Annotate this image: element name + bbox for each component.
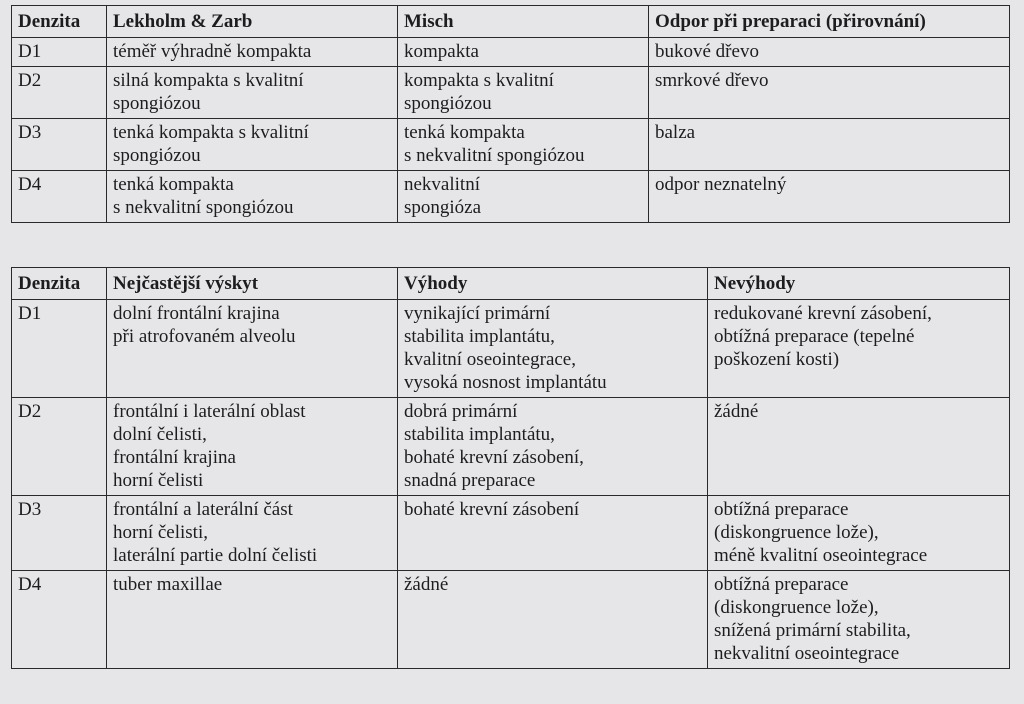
cell-line: s nekvalitní spongiózou bbox=[404, 145, 585, 166]
table-cell bbox=[649, 67, 1010, 119]
header-cell: Nejčastější výskyt bbox=[107, 268, 398, 300]
cell-line: dobrá primární bbox=[404, 401, 518, 422]
cell-line: stabilita implantátu, bbox=[404, 326, 555, 347]
table-cell bbox=[398, 300, 708, 398]
header-cell: Výhody bbox=[398, 268, 708, 300]
table-row bbox=[12, 398, 1010, 496]
cell-line: nekvalitní oseointegrace bbox=[714, 643, 900, 664]
cell-line: při atrofovaném alveolu bbox=[113, 326, 296, 347]
cell-line: horní čelisti, bbox=[113, 522, 208, 543]
cell-line: (diskongruence lože), bbox=[714, 597, 879, 618]
cell-line: laterální partie dolní čelisti bbox=[113, 545, 318, 566]
cell-line: D1 bbox=[18, 303, 42, 324]
cell-line: spongiózou bbox=[113, 145, 201, 166]
table-cell bbox=[708, 398, 1010, 496]
table-cell bbox=[12, 496, 107, 571]
table-cell bbox=[12, 67, 107, 119]
table-cell bbox=[398, 171, 649, 223]
cell-line: tuber maxillae bbox=[113, 574, 223, 595]
cell-line: silná kompakta s kvalitní bbox=[113, 70, 304, 91]
table-cell bbox=[107, 38, 398, 67]
cell-line: D3 bbox=[18, 499, 42, 520]
header-cell: Nevýhody bbox=[708, 268, 1010, 300]
cell-line: snadná preparace bbox=[404, 470, 536, 491]
table-row bbox=[12, 300, 1010, 398]
cell-line: obtížná preparace (tepelné bbox=[714, 326, 915, 347]
table-cell bbox=[12, 300, 107, 398]
cell-line: kompakta bbox=[404, 41, 479, 62]
table-body bbox=[12, 38, 1010, 223]
table-row bbox=[12, 38, 1010, 67]
cell-line: D3 bbox=[18, 122, 42, 143]
cell-line: tenká kompakta bbox=[113, 174, 234, 195]
table-row bbox=[12, 67, 1010, 119]
cell-line: horní čelisti bbox=[113, 470, 204, 491]
cell-line: obtížná preparace bbox=[714, 574, 849, 595]
cell-line: vynikající primární bbox=[404, 303, 551, 324]
table-cell bbox=[107, 119, 398, 171]
cell-line: vysoká nosnost implantátu bbox=[404, 372, 607, 393]
table-cell bbox=[398, 398, 708, 496]
header-cell: Denzita bbox=[12, 268, 107, 300]
header-row bbox=[12, 6, 1010, 38]
cell-line: spongióza bbox=[404, 197, 482, 218]
table-cell bbox=[708, 496, 1010, 571]
cell-line: tenká kompakta bbox=[404, 122, 525, 143]
table-cell bbox=[649, 119, 1010, 171]
cell-line: kvalitní oseointegrace, bbox=[404, 349, 576, 370]
cell-line: (diskongruence lože), bbox=[714, 522, 879, 543]
cell-line: bohaté krevní zásobení, bbox=[404, 447, 584, 468]
cell-line: stabilita implantátu, bbox=[404, 424, 555, 445]
header-cell: Lekholm & Zarb bbox=[107, 6, 398, 38]
table-cell bbox=[398, 119, 649, 171]
cell-line: nekvalitní bbox=[404, 174, 480, 195]
cell-line: kompakta s kvalitní bbox=[404, 70, 554, 91]
table-cell bbox=[107, 571, 398, 669]
table-cell bbox=[107, 171, 398, 223]
cell-line: D2 bbox=[18, 70, 42, 91]
cell-line: balza bbox=[655, 122, 696, 143]
table-cell bbox=[107, 300, 398, 398]
cell-line: s nekvalitní spongiózou bbox=[113, 197, 294, 218]
table-cell bbox=[12, 398, 107, 496]
cell-line: tenká kompakta s kvalitní bbox=[113, 122, 309, 143]
cell-line: frontální a laterální část bbox=[113, 499, 293, 520]
cell-line: D2 bbox=[18, 401, 42, 422]
table-row bbox=[12, 119, 1010, 171]
cell-line: frontální krajina bbox=[113, 447, 236, 468]
header-row bbox=[12, 268, 1010, 300]
cell-line: téměř výhradně kompakta bbox=[113, 41, 312, 62]
table-body bbox=[12, 300, 1010, 669]
cell-line: redukované krevní zásobení, bbox=[714, 303, 932, 324]
table-cell bbox=[12, 119, 107, 171]
table-row bbox=[12, 496, 1010, 571]
table-cell bbox=[12, 571, 107, 669]
cell-line: snížená primární stabilita, bbox=[714, 620, 911, 641]
cell-line: D4 bbox=[18, 574, 42, 595]
cell-line: bukové dřevo bbox=[655, 41, 759, 62]
cell-line: obtížná preparace bbox=[714, 499, 849, 520]
cell-line: D4 bbox=[18, 174, 42, 195]
table-cell bbox=[398, 38, 649, 67]
header-cell: Odpor při preparaci (přirovnání) bbox=[649, 6, 1010, 38]
table-cell bbox=[708, 571, 1010, 669]
cell-line: D1 bbox=[18, 41, 42, 62]
table-cell bbox=[398, 67, 649, 119]
table-cell bbox=[12, 171, 107, 223]
header-cell: Denzita bbox=[12, 6, 107, 38]
table-cell bbox=[107, 398, 398, 496]
table-cell bbox=[107, 496, 398, 571]
table-cell bbox=[398, 496, 708, 571]
table-row bbox=[12, 171, 1010, 223]
table-cell bbox=[649, 38, 1010, 67]
table-cell bbox=[398, 571, 708, 669]
cell-line: méně kvalitní oseointegrace bbox=[714, 545, 928, 566]
table-cell bbox=[708, 300, 1010, 398]
cell-line: frontální i laterální oblast bbox=[113, 401, 306, 422]
cell-line: smrkové dřevo bbox=[655, 70, 769, 91]
cell-line: dolní frontální krajina bbox=[113, 303, 280, 324]
cell-line: poškození kosti) bbox=[714, 349, 840, 370]
bone-density-resistance-table bbox=[11, 5, 1010, 223]
cell-line: spongiózou bbox=[113, 93, 201, 114]
cell-line: žádné bbox=[714, 401, 759, 422]
cell-line: dolní čelisti, bbox=[113, 424, 207, 445]
table-row bbox=[12, 571, 1010, 669]
bone-density-pros-cons-table bbox=[11, 267, 1010, 669]
cell-line: žádné bbox=[404, 574, 449, 595]
cell-line: odpor neznatelný bbox=[655, 174, 787, 195]
cell-line: bohaté krevní zásobení bbox=[404, 499, 580, 520]
table-cell bbox=[649, 171, 1010, 223]
table-cell bbox=[12, 38, 107, 67]
table-cell bbox=[107, 67, 398, 119]
cell-line: spongiózou bbox=[404, 93, 492, 114]
header-cell: Misch bbox=[398, 6, 649, 38]
